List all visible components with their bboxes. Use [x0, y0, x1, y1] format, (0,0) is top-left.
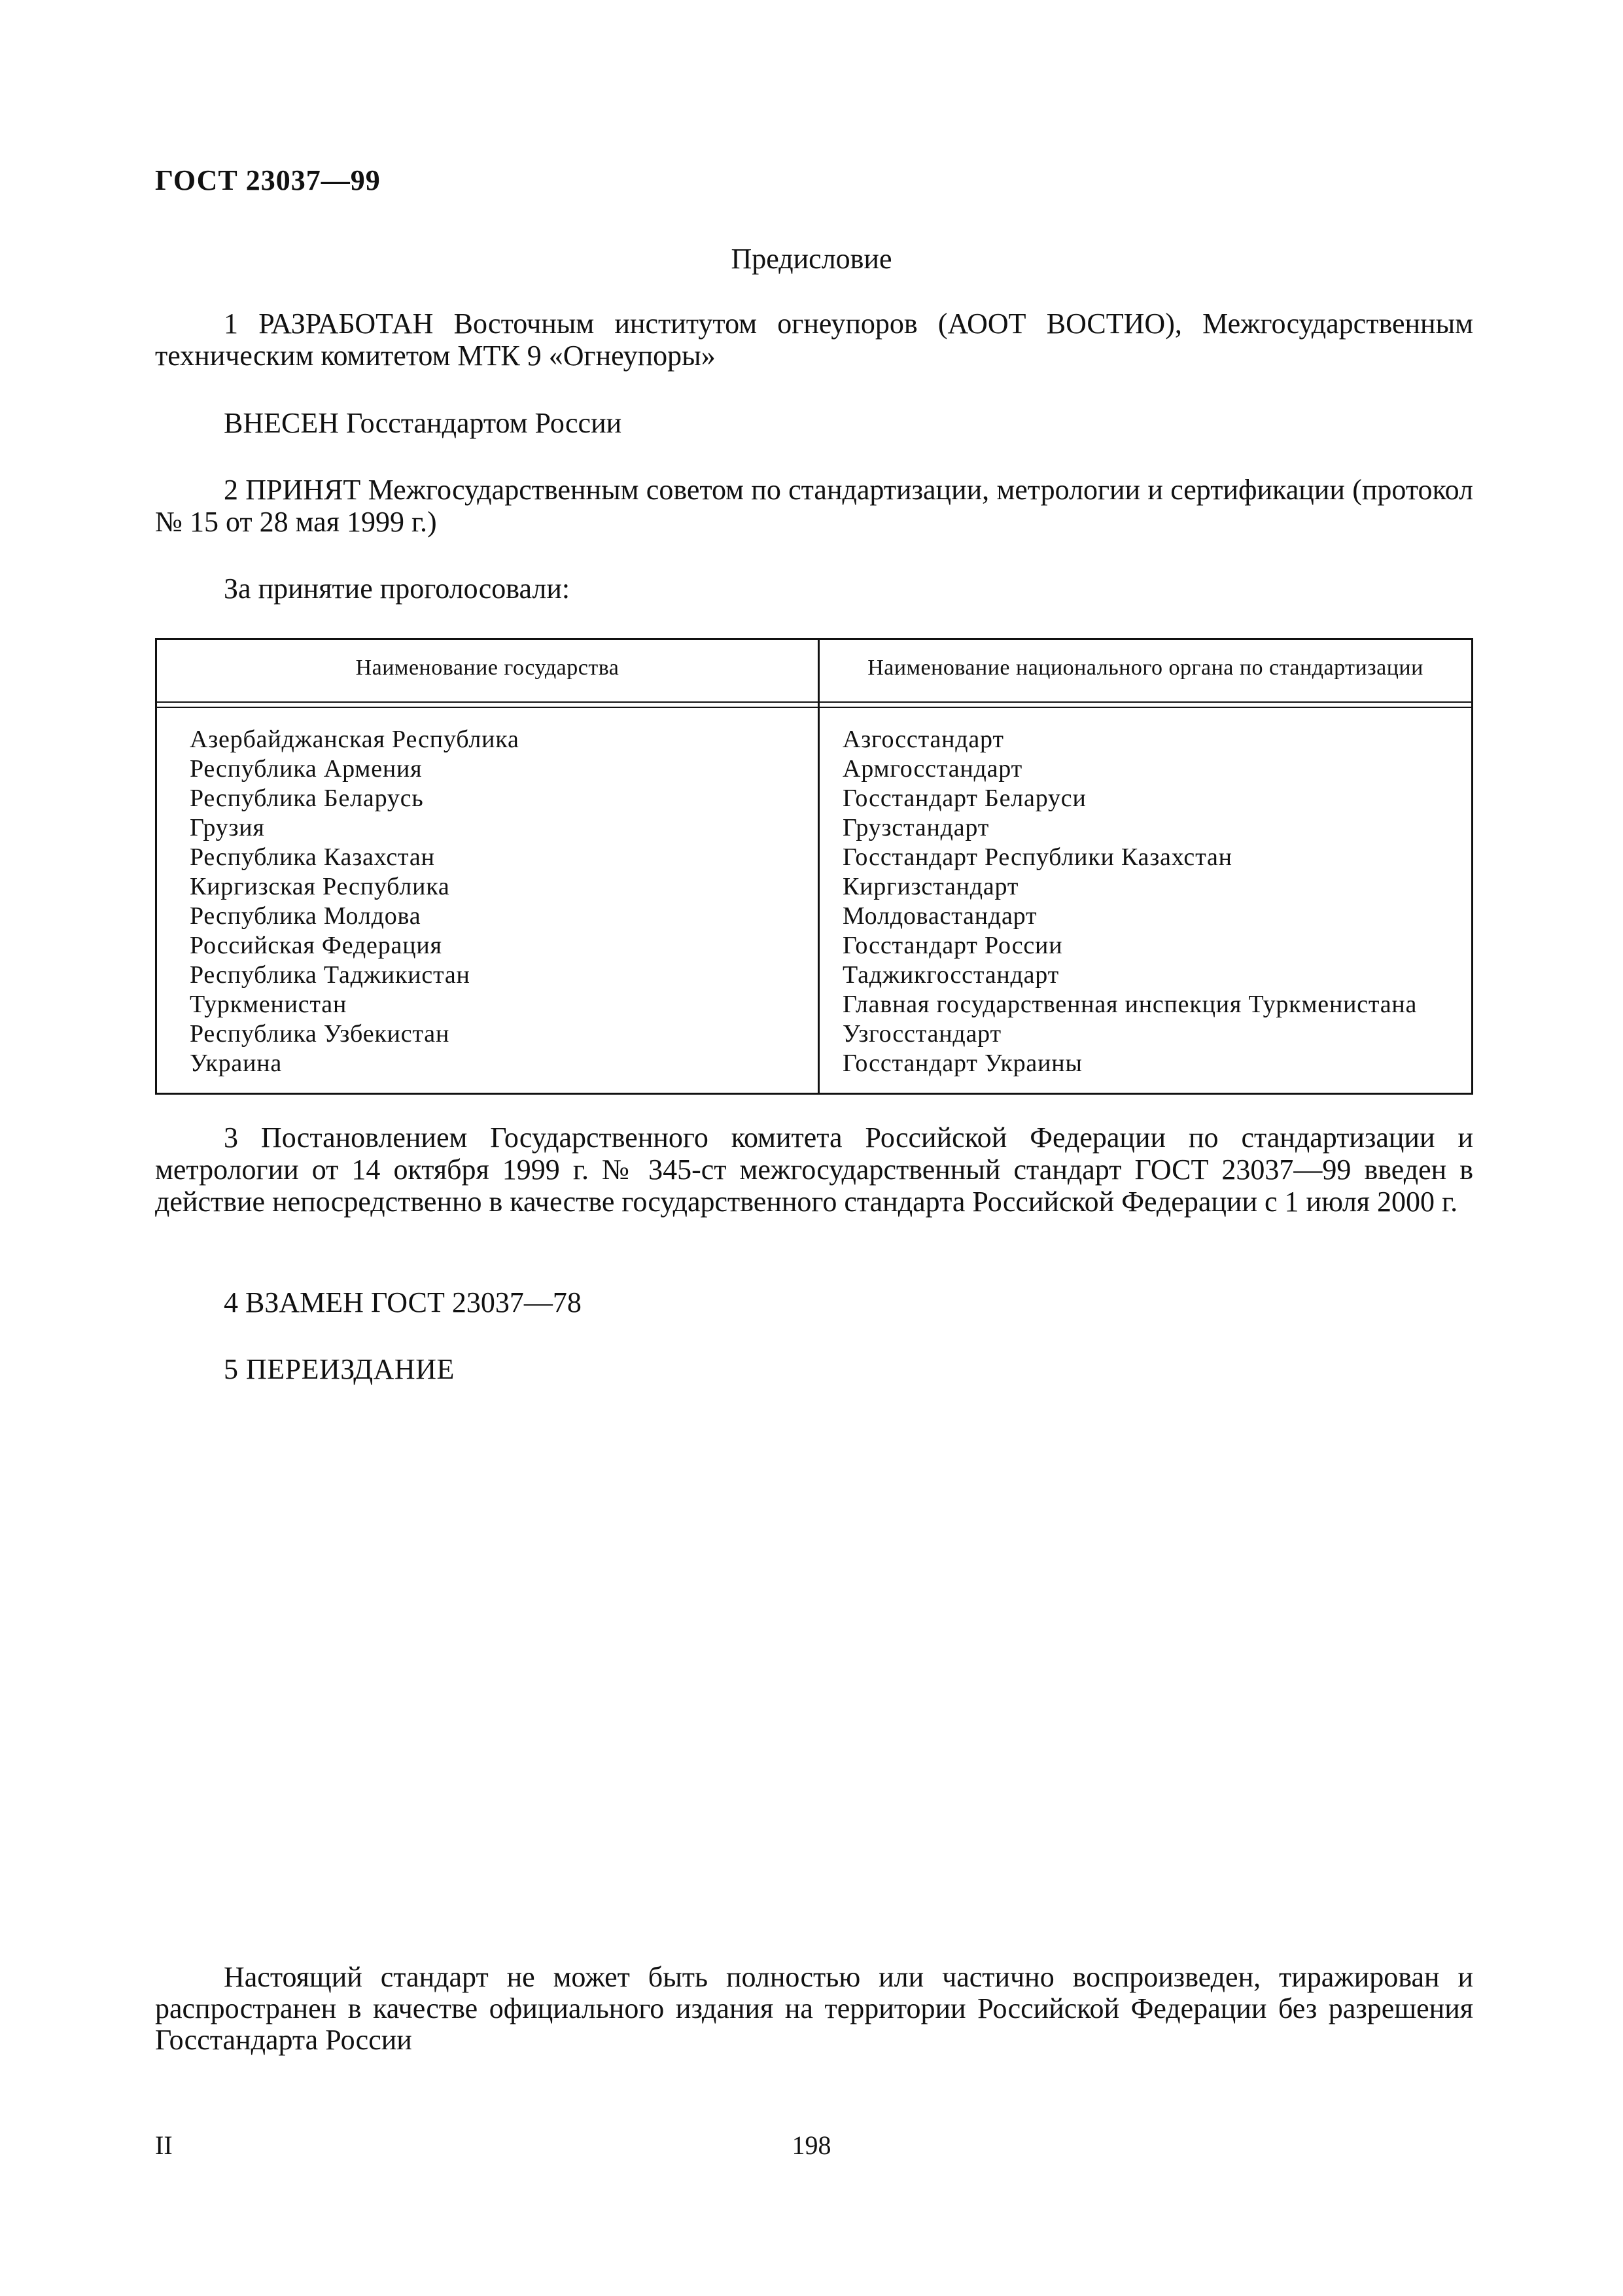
standards-body-name: Армгосстандарт — [843, 755, 1023, 783]
table-header-rule — [157, 701, 1471, 703]
standards-body-name: Главная государственная инспекция Туркменистана — [843, 991, 1418, 1018]
page-number: 198 — [792, 2130, 831, 2160]
preface-item-1: 1 РАЗРАБОТАН Восточным институтом огнеупоров (АООТ ВОСТИО), Межгосударственным техническим комитетом МТК 9 «Огнеупоры» — [155, 308, 1473, 372]
standards-body-list — [843, 725, 1417, 1078]
voting-table — [155, 638, 1473, 1095]
state-name: Туркменистан — [190, 991, 347, 1018]
state-name: Республика Армения — [190, 755, 423, 783]
state-list — [190, 725, 519, 1078]
voting-intro: За принятие проголосовали: — [224, 573, 570, 605]
state-name: Республика Казахстан — [190, 843, 435, 871]
preface-item-2: 2 ПРИНЯТ Межгосударственным советом по стандартизации, метрологии и сертификации (протокол № 15 от 28 мая 1999 г.) — [155, 474, 1473, 538]
standards-body-name: Госстандарт Украины — [843, 1050, 1083, 1077]
table-header-body: Наименование национального органа по стандартизации — [867, 656, 1423, 680]
table-header-state: Наименование государства — [355, 656, 620, 680]
state-name: Республика Молдова — [190, 902, 421, 930]
state-name: Республика Таджикистан — [190, 961, 470, 989]
standards-body-name: Азгосстандарт — [843, 726, 1004, 753]
standards-body-name: Молдовастандарт — [843, 902, 1038, 930]
preface-item-5: 5 ПЕРЕИЗДАНИЕ — [224, 1353, 455, 1385]
preface-item-3: 3 Постановлением Государственного комитета Российской Федерации по стандартизации и метрологии от 14 октября 1999 г. № 345-ст межгосударственный стандарт ГОСТ 23037—99 введен в действие непосредственно в качестве государственного стандарта Российской Федерации с 1 июля 2000 г. — [155, 1122, 1473, 1218]
standards-body-name: Госстандарт Беларуси — [843, 785, 1087, 812]
standards-body-name: Киргизстандарт — [843, 873, 1019, 900]
standards-body-name: Госстандарт России — [843, 932, 1063, 959]
standards-body-name: Грузстандарт — [843, 814, 990, 841]
state-name: Азербайджанская Республика — [190, 726, 519, 753]
section-title: Предисловие — [731, 243, 892, 275]
state-name: Украина — [190, 1050, 283, 1077]
reproduction-notice: Настоящий стандарт не может быть полностью или частично воспроизведен, тиражирован и распространен в качестве официального издания на территории Российской Федерации без разрешения Госстандарта России — [155, 1961, 1473, 2056]
standards-body-name: Узгосстандарт — [843, 1020, 1002, 1048]
state-name: Республика Беларусь — [190, 785, 424, 812]
preface-introduced: ВНЕСЕН Госстандартом России — [224, 407, 622, 439]
page-roman-numeral: II — [155, 2130, 173, 2160]
state-name: Грузия — [190, 814, 265, 841]
table-header-rule-double — [157, 707, 1471, 708]
standards-body-name: Таджикгосстандарт — [843, 961, 1060, 989]
document-code: ГОСТ 23037—99 — [155, 164, 381, 196]
state-name: Республика Узбекистан — [190, 1020, 450, 1048]
state-name: Российская Федерация — [190, 932, 442, 959]
state-name: Киргизская Республика — [190, 873, 450, 900]
standards-body-name: Госстандарт Республики Казахстан — [843, 843, 1232, 871]
preface-item-4: 4 ВЗАМЕН ГОСТ 23037—78 — [224, 1286, 582, 1318]
